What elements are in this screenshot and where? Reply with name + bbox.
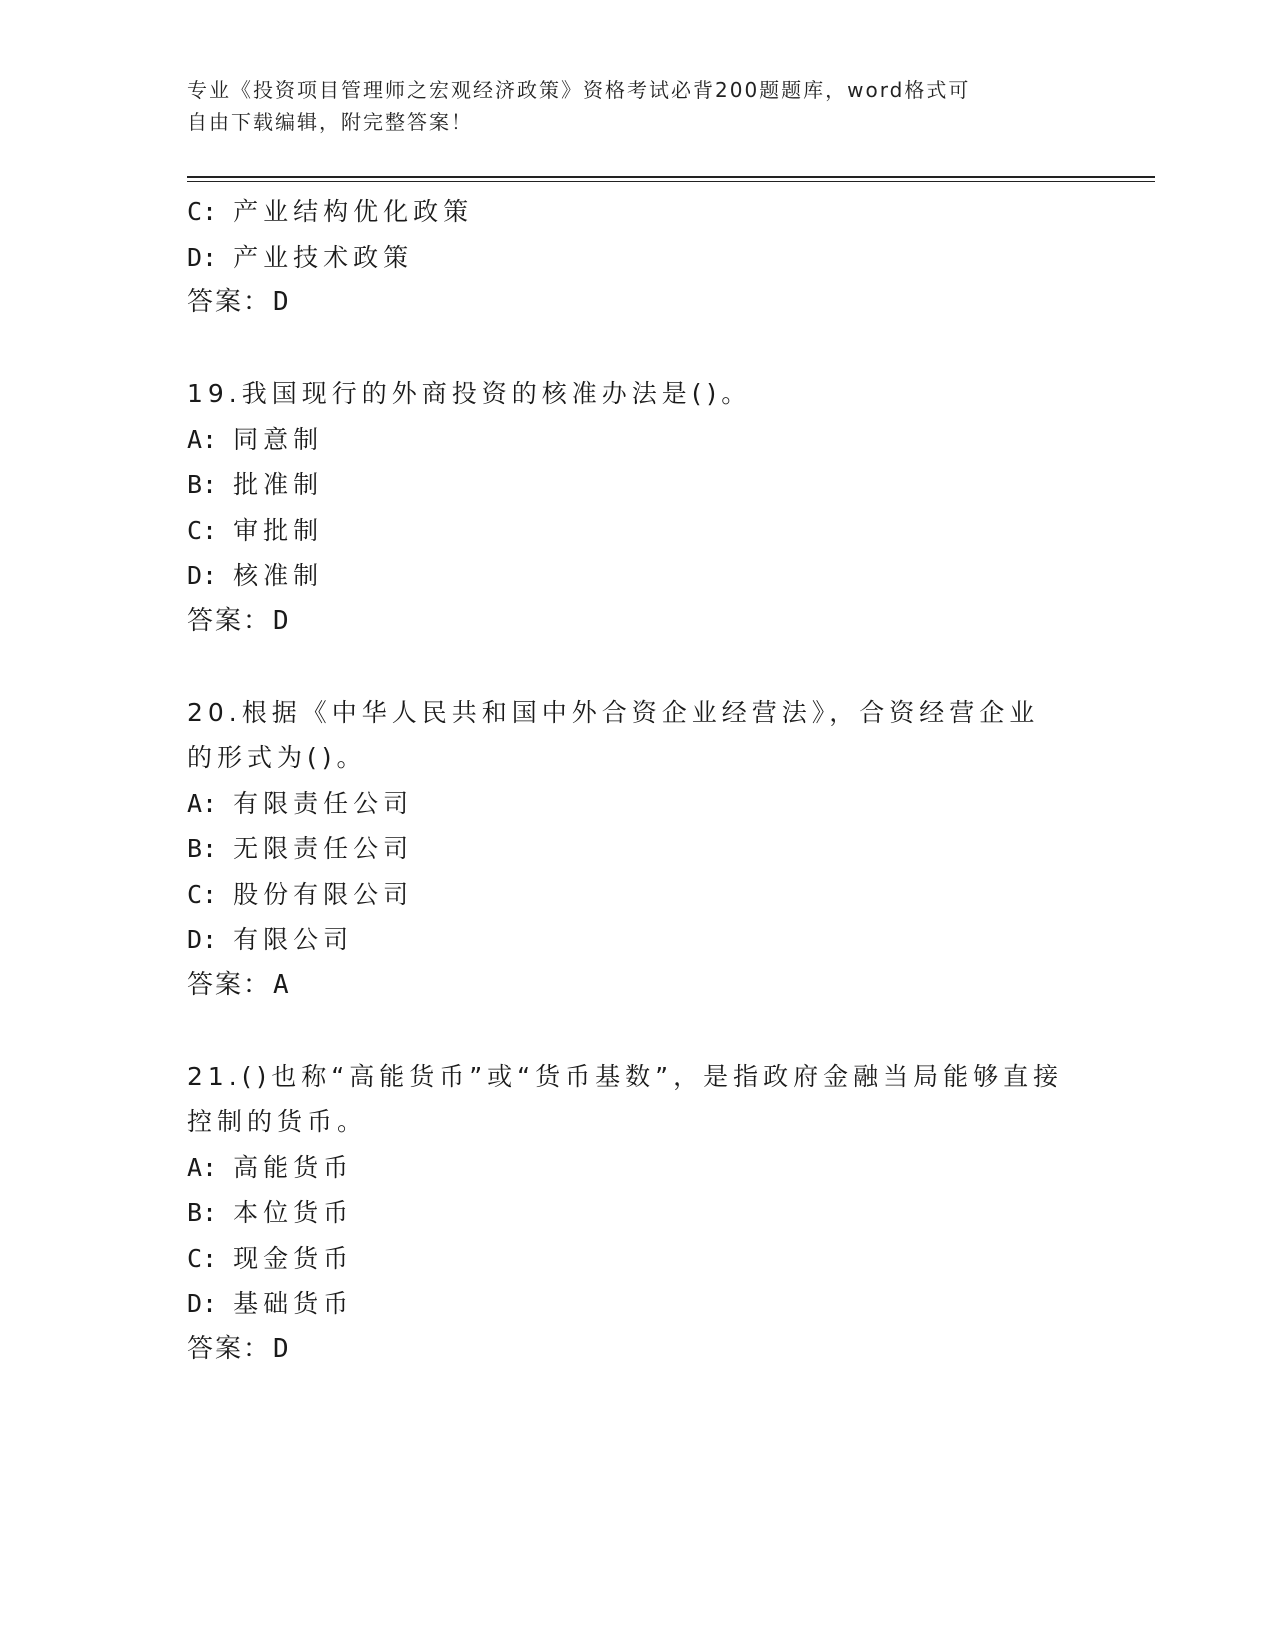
previous-question-tail — [187, 189, 1087, 326]
option-d — [187, 235, 1087, 281]
option-letter: A: — [187, 424, 218, 454]
page-header — [187, 74, 1067, 138]
option-c — [187, 189, 1087, 235]
option-a — [187, 781, 1087, 827]
question-text — [187, 690, 1067, 781]
option-c — [187, 872, 1087, 918]
question-21 — [187, 1054, 1087, 1373]
option-b — [187, 462, 1087, 508]
question-body: 根据《中华人民共和国中外合资企业经营法》，合资经营企业的形式为()。 — [187, 697, 1040, 772]
option-c — [187, 508, 1087, 554]
option-a — [187, 417, 1087, 463]
option-text: 基础货币 — [233, 1289, 354, 1318]
option-d — [187, 917, 1087, 963]
answer-line — [187, 1327, 1087, 1373]
option-d — [187, 1281, 1087, 1327]
option-letter: C: — [187, 1243, 218, 1273]
option-text: 股份有限公司 — [233, 879, 414, 909]
option-text: 同意制 — [233, 424, 324, 454]
spacer — [187, 644, 1087, 690]
header-line-2: 自由下载编辑，附完整答案！ — [187, 110, 473, 134]
question-content — [187, 189, 1087, 1372]
header-divider-thin — [187, 181, 1155, 182]
answer-value: D — [273, 605, 291, 636]
answer-label: 答案： — [187, 287, 272, 317]
answer-value: A — [273, 969, 291, 1000]
option-letter: A: — [187, 1152, 218, 1182]
option-letter: C: — [187, 515, 218, 545]
option-text: 有限公司 — [233, 925, 354, 954]
question-number: 21. — [187, 1061, 242, 1091]
answer-label: 答案： — [187, 605, 272, 636]
option-text: 无限责任公司 — [233, 834, 414, 863]
answer-value: D — [273, 287, 291, 317]
answer-line — [187, 963, 1087, 1009]
question-number: 20. — [187, 697, 242, 727]
option-letter: D: — [187, 242, 218, 272]
answer-line — [187, 280, 1087, 326]
question-19 — [187, 371, 1087, 644]
option-letter: B: — [187, 1198, 218, 1227]
option-d — [187, 553, 1087, 599]
question-body: 我国现行的外商投资的核准办法是()。 — [241, 379, 752, 408]
answer-label: 答案： — [187, 969, 272, 1000]
option-text: 现金货币 — [233, 1243, 354, 1273]
header-divider-thick — [187, 176, 1155, 178]
question-body: ()也称“高能货币”或“货币基数”，是指政府金融当局能够直接控制的货币。 — [187, 1061, 1064, 1136]
option-b — [187, 1190, 1087, 1236]
question-text — [187, 1054, 1067, 1145]
option-a — [187, 1145, 1087, 1191]
question-number: 19. — [187, 379, 242, 408]
option-text: 有限责任公司 — [233, 788, 414, 818]
option-letter: D: — [187, 1289, 218, 1318]
option-text: 核准制 — [233, 561, 324, 590]
header-line-1: 专业《投资项目管理师之宏观经济政策》资格考试必背200题题库，word格式可 — [187, 78, 971, 102]
option-text: 审批制 — [233, 515, 324, 545]
option-text: 高能货币 — [233, 1152, 354, 1182]
option-b — [187, 826, 1087, 872]
spacer — [187, 326, 1087, 372]
option-letter: B: — [187, 834, 218, 863]
option-letter: D: — [187, 925, 218, 954]
option-letter: D: — [187, 561, 218, 590]
answer-label: 答案： — [187, 1333, 272, 1364]
option-letter: C: — [187, 197, 218, 226]
question-20 — [187, 690, 1087, 1009]
option-text: 本位货币 — [233, 1198, 354, 1227]
answer-value: D — [273, 1333, 291, 1364]
option-text: 产业结构优化政策 — [233, 197, 474, 226]
option-letter: A: — [187, 788, 218, 818]
option-text: 批准制 — [233, 470, 324, 499]
option-text: 产业技术政策 — [233, 242, 414, 272]
option-letter: C: — [187, 879, 218, 909]
spacer — [187, 1008, 1087, 1054]
question-text — [187, 371, 1067, 417]
option-c — [187, 1236, 1087, 1282]
answer-line — [187, 599, 1087, 645]
option-letter: B: — [187, 470, 218, 499]
